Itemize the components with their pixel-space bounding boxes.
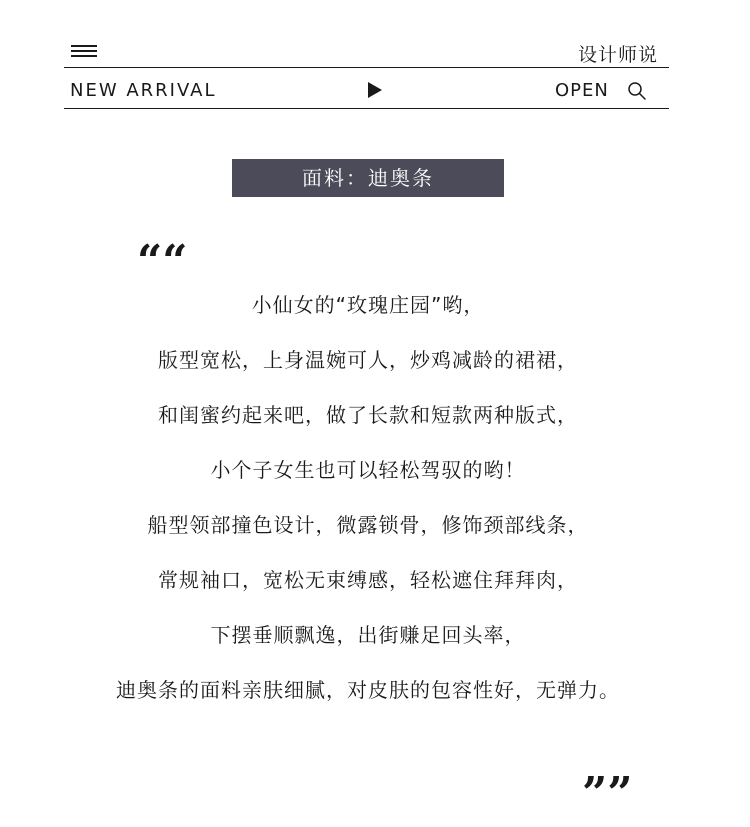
hamburger-menu-icon[interactable]: [71, 45, 97, 59]
description-line: 小仙女的“玫瑰庄园”哟，: [251, 293, 485, 317]
new-arrival-link[interactable]: NEW ARRIVAL: [70, 80, 217, 101]
header-divider-top: [64, 67, 669, 68]
description-line: 常规袖口，宽松无束缚感，轻松遮住拜拜肉，: [158, 568, 578, 592]
open-link[interactable]: OPEN: [555, 80, 609, 101]
description-line: 迪奥条的面料亲肤细腻，对皮肤的包容性好，无弹力。: [116, 678, 620, 702]
product-description: [0, 283, 736, 723]
play-icon[interactable]: [368, 82, 382, 98]
designer-says-link[interactable]: 设计师说: [577, 44, 658, 66]
description-line: 和闺蜜约起来吧，做了长款和短款两种版式，: [158, 403, 578, 427]
fabric-title-banner: 面料：迪奥条: [232, 159, 504, 197]
header-divider-bottom: [64, 108, 669, 109]
description-line: 小个子女生也可以轻松驾驭的哟！: [210, 458, 526, 482]
description-line: 下摆垂顺飘逸，出街赚足回头率，: [210, 623, 526, 647]
close-quote-mark: ””: [582, 768, 633, 819]
open-quote-mark: ““: [137, 236, 188, 287]
search-icon[interactable]: [627, 81, 647, 101]
description-line: 船型领部撞色设计，微露锁骨，修饰颈部线条，: [147, 513, 589, 537]
description-line: 版型宽松，上身温婉可人，炒鸡减龄的裙裙，: [158, 348, 578, 372]
